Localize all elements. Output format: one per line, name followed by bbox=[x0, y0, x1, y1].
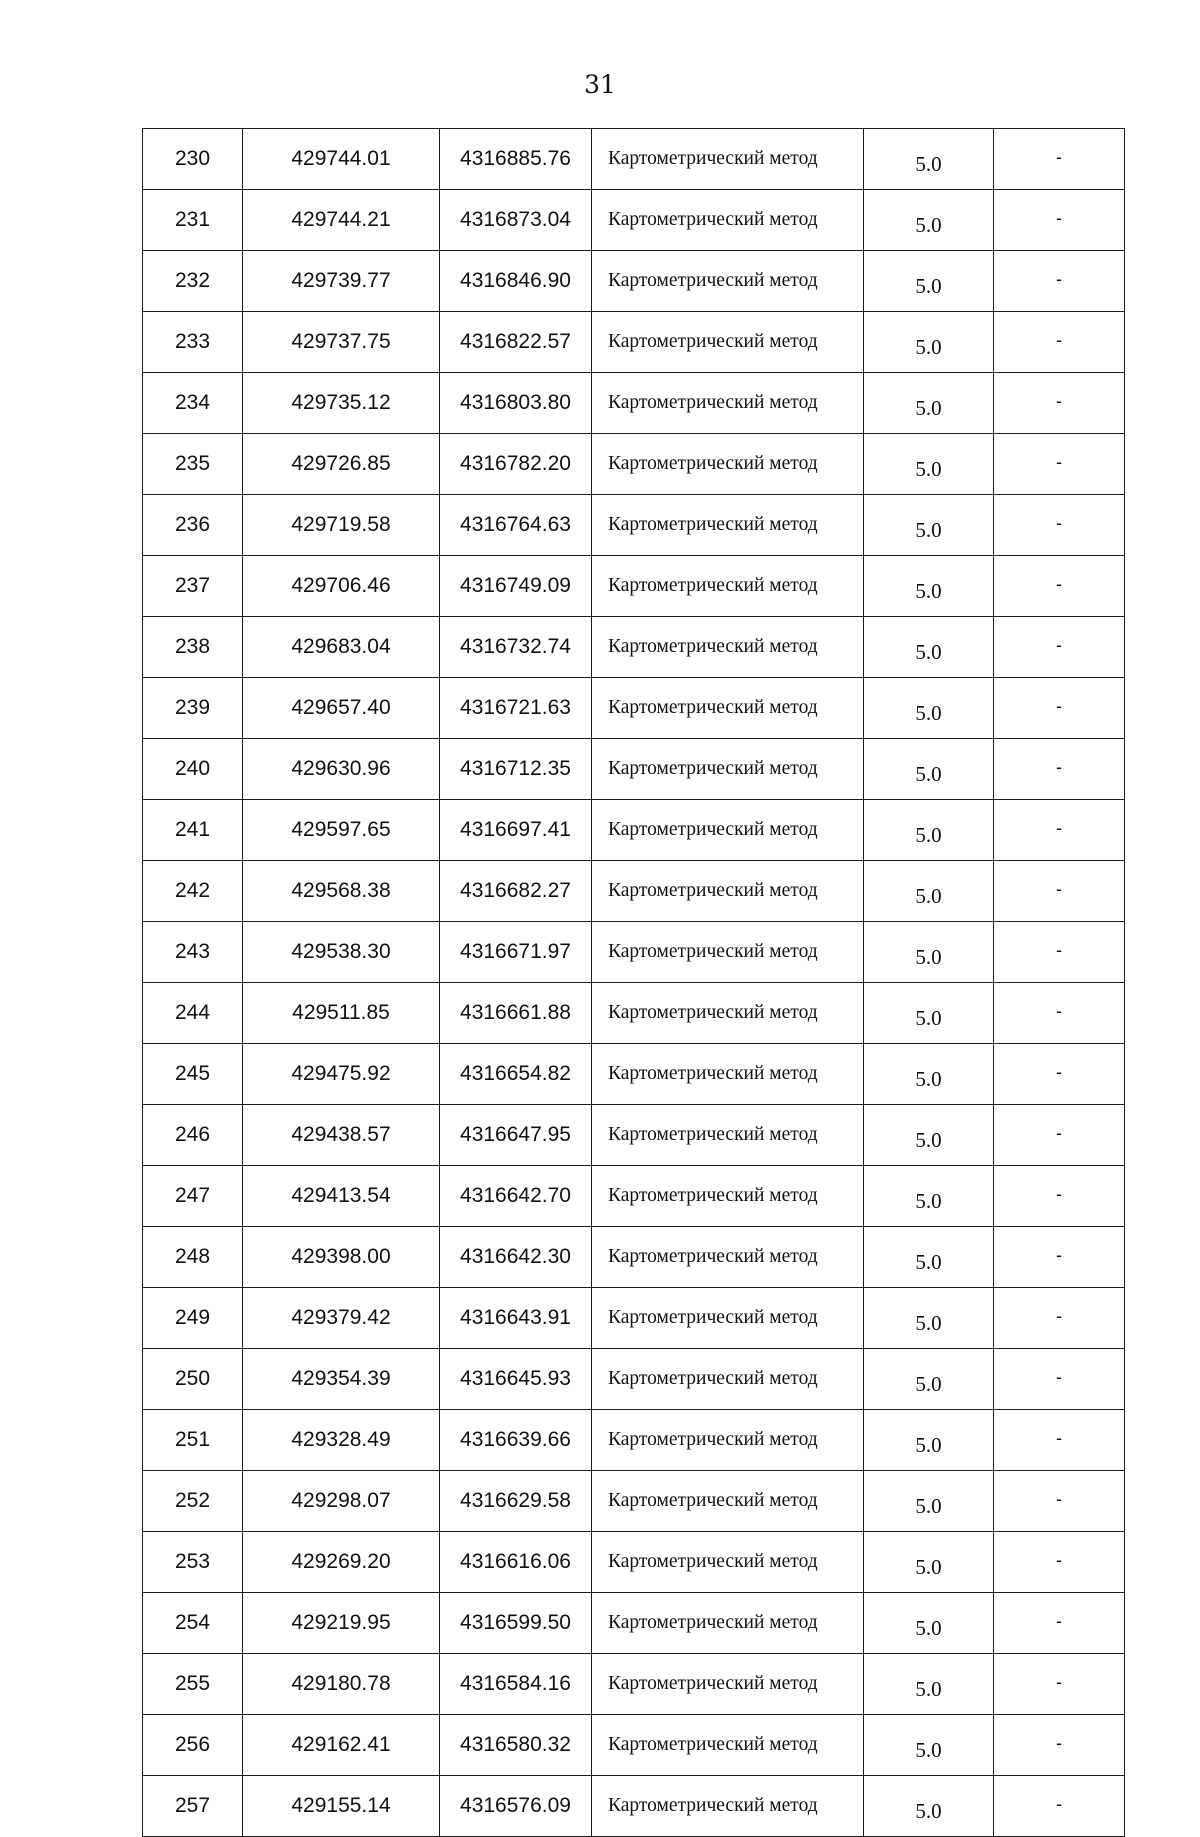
x-coordinate-cell: 429269.20 bbox=[243, 1532, 440, 1593]
x-coordinate-cell: 429744.01 bbox=[243, 129, 440, 190]
method-cell: Картометрический метод bbox=[592, 495, 864, 556]
description-cell: - bbox=[994, 739, 1125, 800]
y-coordinate-cell: 4316732.74 bbox=[440, 617, 592, 678]
method-cell: Картометрический метод bbox=[592, 922, 864, 983]
method-cell: Картометрический метод bbox=[592, 1715, 864, 1776]
table-row bbox=[143, 922, 1125, 983]
description-cell: - bbox=[994, 1410, 1125, 1471]
method-cell: Картометрический метод bbox=[592, 739, 864, 800]
x-coordinate-cell: 429630.96 bbox=[243, 739, 440, 800]
accuracy-cell: 5.0 bbox=[864, 1105, 994, 1166]
accuracy-cell: 5.0 bbox=[864, 1593, 994, 1654]
method-cell: Картометрический метод bbox=[592, 1776, 864, 1837]
table-row bbox=[143, 373, 1125, 434]
y-coordinate-cell: 4316721.63 bbox=[440, 678, 592, 739]
accuracy-cell: 5.0 bbox=[864, 983, 994, 1044]
description-cell: - bbox=[994, 556, 1125, 617]
point-number-cell: 248 bbox=[143, 1227, 243, 1288]
y-coordinate-cell: 4316885.76 bbox=[440, 129, 592, 190]
method-cell: Картометрический метод bbox=[592, 1410, 864, 1471]
method-cell: Картометрический метод bbox=[592, 1349, 864, 1410]
accuracy-cell: 5.0 bbox=[864, 190, 994, 251]
y-coordinate-cell: 4316645.93 bbox=[440, 1349, 592, 1410]
point-number-cell: 255 bbox=[143, 1654, 243, 1715]
x-coordinate-cell: 429739.77 bbox=[243, 251, 440, 312]
accuracy-cell: 5.0 bbox=[864, 1288, 994, 1349]
table-row bbox=[143, 617, 1125, 678]
description-cell: - bbox=[994, 617, 1125, 678]
x-coordinate-cell: 429162.41 bbox=[243, 1715, 440, 1776]
point-number-cell: 249 bbox=[143, 1288, 243, 1349]
method-cell: Картометрический метод bbox=[592, 800, 864, 861]
y-coordinate-cell: 4316764.63 bbox=[440, 495, 592, 556]
coordinates-table-body bbox=[143, 129, 1125, 1837]
description-cell: - bbox=[994, 1776, 1125, 1837]
point-number-cell: 239 bbox=[143, 678, 243, 739]
x-coordinate-cell: 429706.46 bbox=[243, 556, 440, 617]
x-coordinate-cell: 429744.21 bbox=[243, 190, 440, 251]
table-row bbox=[143, 312, 1125, 373]
description-cell: - bbox=[994, 1166, 1125, 1227]
description-cell: - bbox=[994, 190, 1125, 251]
accuracy-cell: 5.0 bbox=[864, 129, 994, 190]
accuracy-cell: 5.0 bbox=[864, 251, 994, 312]
accuracy-cell: 5.0 bbox=[864, 434, 994, 495]
point-number-cell: 236 bbox=[143, 495, 243, 556]
point-number-cell: 237 bbox=[143, 556, 243, 617]
table-row bbox=[143, 556, 1125, 617]
accuracy-cell: 5.0 bbox=[864, 922, 994, 983]
y-coordinate-cell: 4316647.95 bbox=[440, 1105, 592, 1166]
accuracy-cell: 5.0 bbox=[864, 373, 994, 434]
table-row bbox=[143, 1044, 1125, 1105]
method-cell: Картометрический метод bbox=[592, 1105, 864, 1166]
accuracy-cell: 5.0 bbox=[864, 1471, 994, 1532]
y-coordinate-cell: 4316822.57 bbox=[440, 312, 592, 373]
accuracy-cell: 5.0 bbox=[864, 1776, 994, 1837]
accuracy-cell: 5.0 bbox=[864, 1349, 994, 1410]
description-cell: - bbox=[994, 983, 1125, 1044]
description-cell: - bbox=[994, 373, 1125, 434]
point-number-cell: 231 bbox=[143, 190, 243, 251]
description-cell: - bbox=[994, 1044, 1125, 1105]
x-coordinate-cell: 429475.92 bbox=[243, 1044, 440, 1105]
description-cell: - bbox=[994, 861, 1125, 922]
page-number: 31 bbox=[584, 70, 616, 99]
method-cell: Картометрический метод bbox=[592, 129, 864, 190]
x-coordinate-cell: 429180.78 bbox=[243, 1654, 440, 1715]
method-cell: Картометрический метод bbox=[592, 1044, 864, 1105]
description-cell: - bbox=[994, 1105, 1125, 1166]
x-coordinate-cell: 429298.07 bbox=[243, 1471, 440, 1532]
method-cell: Картометрический метод bbox=[592, 556, 864, 617]
x-coordinate-cell: 429597.65 bbox=[243, 800, 440, 861]
method-cell: Картометрический метод bbox=[592, 1288, 864, 1349]
accuracy-cell: 5.0 bbox=[864, 739, 994, 800]
table-row bbox=[143, 1776, 1125, 1837]
table-row bbox=[143, 1593, 1125, 1654]
point-number-cell: 245 bbox=[143, 1044, 243, 1105]
x-coordinate-cell: 429413.54 bbox=[243, 1166, 440, 1227]
point-number-cell: 247 bbox=[143, 1166, 243, 1227]
y-coordinate-cell: 4316682.27 bbox=[440, 861, 592, 922]
y-coordinate-cell: 4316661.88 bbox=[440, 983, 592, 1044]
x-coordinate-cell: 429379.42 bbox=[243, 1288, 440, 1349]
method-cell: Картометрический метод bbox=[592, 678, 864, 739]
table-row bbox=[143, 739, 1125, 800]
x-coordinate-cell: 429438.57 bbox=[243, 1105, 440, 1166]
y-coordinate-cell: 4316642.30 bbox=[440, 1227, 592, 1288]
method-cell: Картометрический метод bbox=[592, 1227, 864, 1288]
table-row bbox=[143, 678, 1125, 739]
x-coordinate-cell: 429737.75 bbox=[243, 312, 440, 373]
table-row bbox=[143, 1715, 1125, 1776]
description-cell: - bbox=[994, 1349, 1125, 1410]
point-number-cell: 240 bbox=[143, 739, 243, 800]
accuracy-cell: 5.0 bbox=[864, 678, 994, 739]
y-coordinate-cell: 4316654.82 bbox=[440, 1044, 592, 1105]
method-cell: Картометрический метод bbox=[592, 983, 864, 1044]
table-row bbox=[143, 190, 1125, 251]
accuracy-cell: 5.0 bbox=[864, 312, 994, 373]
description-cell: - bbox=[994, 129, 1125, 190]
table-row bbox=[143, 983, 1125, 1044]
description-cell: - bbox=[994, 434, 1125, 495]
method-cell: Картометрический метод bbox=[592, 861, 864, 922]
y-coordinate-cell: 4316639.66 bbox=[440, 1410, 592, 1471]
method-cell: Картометрический метод bbox=[592, 617, 864, 678]
point-number-cell: 242 bbox=[143, 861, 243, 922]
point-number-cell: 250 bbox=[143, 1349, 243, 1410]
x-coordinate-cell: 429538.30 bbox=[243, 922, 440, 983]
description-cell: - bbox=[994, 1227, 1125, 1288]
accuracy-cell: 5.0 bbox=[864, 1166, 994, 1227]
description-cell: - bbox=[994, 495, 1125, 556]
description-cell: - bbox=[994, 922, 1125, 983]
point-number-cell: 253 bbox=[143, 1532, 243, 1593]
y-coordinate-cell: 4316599.50 bbox=[440, 1593, 592, 1654]
accuracy-cell: 5.0 bbox=[864, 1044, 994, 1105]
table-row bbox=[143, 1410, 1125, 1471]
table-row bbox=[143, 1288, 1125, 1349]
y-coordinate-cell: 4316873.04 bbox=[440, 190, 592, 251]
x-coordinate-cell: 429511.85 bbox=[243, 983, 440, 1044]
y-coordinate-cell: 4316580.32 bbox=[440, 1715, 592, 1776]
accuracy-cell: 5.0 bbox=[864, 617, 994, 678]
y-coordinate-cell: 4316697.41 bbox=[440, 800, 592, 861]
accuracy-cell: 5.0 bbox=[864, 1227, 994, 1288]
x-coordinate-cell: 429398.00 bbox=[243, 1227, 440, 1288]
accuracy-cell: 5.0 bbox=[864, 861, 994, 922]
point-number-cell: 252 bbox=[143, 1471, 243, 1532]
y-coordinate-cell: 4316643.91 bbox=[440, 1288, 592, 1349]
description-cell: - bbox=[994, 312, 1125, 373]
method-cell: Картометрический метод bbox=[592, 1593, 864, 1654]
table-row bbox=[143, 861, 1125, 922]
description-cell: - bbox=[994, 1654, 1125, 1715]
point-number-cell: 232 bbox=[143, 251, 243, 312]
accuracy-cell: 5.0 bbox=[864, 495, 994, 556]
accuracy-cell: 5.0 bbox=[864, 1715, 994, 1776]
table-row bbox=[143, 1105, 1125, 1166]
y-coordinate-cell: 4316749.09 bbox=[440, 556, 592, 617]
x-coordinate-cell: 429155.14 bbox=[243, 1776, 440, 1837]
point-number-cell: 241 bbox=[143, 800, 243, 861]
x-coordinate-cell: 429219.95 bbox=[243, 1593, 440, 1654]
accuracy-cell: 5.0 bbox=[864, 556, 994, 617]
accuracy-cell: 5.0 bbox=[864, 1410, 994, 1471]
y-coordinate-cell: 4316846.90 bbox=[440, 251, 592, 312]
description-cell: - bbox=[994, 1715, 1125, 1776]
point-number-cell: 238 bbox=[143, 617, 243, 678]
x-coordinate-cell: 429683.04 bbox=[243, 617, 440, 678]
point-number-cell: 243 bbox=[143, 922, 243, 983]
method-cell: Картометрический метод bbox=[592, 251, 864, 312]
y-coordinate-cell: 4316629.58 bbox=[440, 1471, 592, 1532]
point-number-cell: 230 bbox=[143, 129, 243, 190]
point-number-cell: 251 bbox=[143, 1410, 243, 1471]
accuracy-cell: 5.0 bbox=[864, 1654, 994, 1715]
method-cell: Картометрический метод bbox=[592, 434, 864, 495]
method-cell: Картометрический метод bbox=[592, 190, 864, 251]
method-cell: Картометрический метод bbox=[592, 373, 864, 434]
x-coordinate-cell: 429354.39 bbox=[243, 1349, 440, 1410]
method-cell: Картометрический метод bbox=[592, 1654, 864, 1715]
point-number-cell: 246 bbox=[143, 1105, 243, 1166]
description-cell: - bbox=[994, 1532, 1125, 1593]
table-row bbox=[143, 434, 1125, 495]
x-coordinate-cell: 429328.49 bbox=[243, 1410, 440, 1471]
point-number-cell: 256 bbox=[143, 1715, 243, 1776]
x-coordinate-cell: 429568.38 bbox=[243, 861, 440, 922]
method-cell: Картометрический метод bbox=[592, 1532, 864, 1593]
y-coordinate-cell: 4316712.35 bbox=[440, 739, 592, 800]
description-cell: - bbox=[994, 1471, 1125, 1532]
table-row bbox=[143, 1654, 1125, 1715]
point-number-cell: 244 bbox=[143, 983, 243, 1044]
table-row bbox=[143, 251, 1125, 312]
coordinates-table bbox=[142, 128, 1125, 1837]
method-cell: Картометрический метод bbox=[592, 312, 864, 373]
y-coordinate-cell: 4316803.80 bbox=[440, 373, 592, 434]
table-row bbox=[143, 129, 1125, 190]
table-row bbox=[143, 1471, 1125, 1532]
method-cell: Картометрический метод bbox=[592, 1471, 864, 1532]
point-number-cell: 235 bbox=[143, 434, 243, 495]
y-coordinate-cell: 4316642.70 bbox=[440, 1166, 592, 1227]
table-row bbox=[143, 1349, 1125, 1410]
point-number-cell: 254 bbox=[143, 1593, 243, 1654]
description-cell: - bbox=[994, 1593, 1125, 1654]
y-coordinate-cell: 4316576.09 bbox=[440, 1776, 592, 1837]
y-coordinate-cell: 4316616.06 bbox=[440, 1532, 592, 1593]
point-number-cell: 257 bbox=[143, 1776, 243, 1837]
table-row bbox=[143, 1532, 1125, 1593]
y-coordinate-cell: 4316782.20 bbox=[440, 434, 592, 495]
description-cell: - bbox=[994, 1288, 1125, 1349]
x-coordinate-cell: 429719.58 bbox=[243, 495, 440, 556]
description-cell: - bbox=[994, 678, 1125, 739]
y-coordinate-cell: 4316671.97 bbox=[440, 922, 592, 983]
method-cell: Картометрический метод bbox=[592, 1166, 864, 1227]
description-cell: - bbox=[994, 251, 1125, 312]
table-row bbox=[143, 1166, 1125, 1227]
x-coordinate-cell: 429735.12 bbox=[243, 373, 440, 434]
point-number-cell: 234 bbox=[143, 373, 243, 434]
description-cell: - bbox=[994, 800, 1125, 861]
table-row bbox=[143, 495, 1125, 556]
point-number-cell: 233 bbox=[143, 312, 243, 373]
x-coordinate-cell: 429726.85 bbox=[243, 434, 440, 495]
x-coordinate-cell: 429657.40 bbox=[243, 678, 440, 739]
accuracy-cell: 5.0 bbox=[864, 1532, 994, 1593]
table-row bbox=[143, 1227, 1125, 1288]
table-row bbox=[143, 800, 1125, 861]
y-coordinate-cell: 4316584.16 bbox=[440, 1654, 592, 1715]
accuracy-cell: 5.0 bbox=[864, 800, 994, 861]
